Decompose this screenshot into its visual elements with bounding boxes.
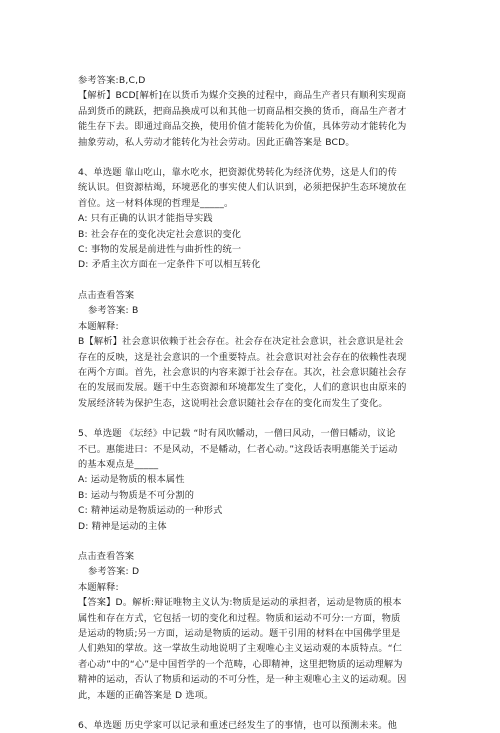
q5-option-a: A: 运动是物质的根本属性 (78, 474, 185, 486)
q4-analysis-line: 在两个方面。首先，社会意识的内容来源于社会存在。其次，社会意识随社会存 (78, 366, 407, 378)
q5-analysis-line: 人们熟知的掌故。这一掌故生动地说明了主观唯心主义运动观的本质特点。“仁 (78, 643, 403, 655)
q5-analysis-line: 精神的运动，否认了物质和运动的不可分性，是一种主观唯心主义的运动观。因 (78, 674, 407, 686)
q4-stem-line: 统认识。但资源枯竭，环境恶化的事实使人们认识到，必须把保护生态环境放在 (78, 182, 407, 194)
q5-answer: 参考答案: D (88, 566, 140, 578)
q4-analysis-line: B【解析】社会意识依赖于社会存在。社会存在决定社会意识，社会意识是社会 (78, 336, 404, 348)
q5-analysis-line: 属性和存在方式，它包括一切的变化和过程。物质和运动不可分:一方面，物质 (78, 612, 401, 624)
q5-stem-line: 5、单选题 《坛经》中记载 “时有风吹幡动，一僧曰风动，一僧曰幡动，议论 (78, 428, 396, 440)
q5-analysis-title: 本题解释: (78, 581, 119, 593)
document-page (78, 73, 430, 733)
q4-analysis-line: 在的发展而发展。题干中生态资源和环境都发生了变化，人们的意识也由原来的 (78, 382, 407, 394)
q4-analysis-title: 本题解释: (78, 320, 119, 332)
q5-analysis-line: 此，本题的正确答案是 D 选项。 (78, 689, 214, 701)
q3-explanation-line: 抽象劳动，私人劳动才能转化为社会劳动。因此正确答案是 BCD。 (78, 136, 355, 148)
q3-answer: 参考答案:B,C,D (78, 75, 146, 86)
q3-explanation-line: 【解析】BCD[解析]在以货币为媒介交换的过程中，商品生产者只有顺利实现商 (78, 90, 407, 102)
q4-option-c: C: 事物的发展是前进性与曲折性的统一 (78, 244, 242, 256)
q5-stem-line: 的基本观点是_____ (78, 458, 159, 470)
q3-explanation-line: 品到货币的跳跃，把商品换成可以和其他一切商品相交换的货币，商品生产者才 (78, 105, 407, 117)
q6-stem-line: 6、单选题 历史学家可以记录和重述已经发生了的事情，也可以预测未来。他 (78, 720, 397, 732)
q4-analysis-line: 存在的反映，这是社会意识的一个重要特点。社会意识对社会存在的依赖性表现 (78, 351, 407, 363)
q5-analysis-line: 是运动的物质;另一方面，运动是物质的运动。题干引用的材料在中国佛学里是 (78, 628, 401, 639)
q5-analysis-line: 者心动”中的“心”是中国哲学的一个范畴，心即精神，这里把物质的运动理解为 (78, 658, 403, 670)
q4-stem-line: 4、单选题 靠山吃山，靠水吃水，把资源优势转化为经济优势，这是人们的传 (78, 167, 397, 179)
q5-stem-line: 不已。惠能进曰：不是风动，不是幡动，仁者心动。”这段话表明惠能关于运动 (78, 443, 398, 455)
q4-answer: 参考答案: B (88, 305, 139, 317)
q5-option-c: C: 精神运动是物质运动的一种形式 (78, 505, 223, 517)
q5-view-answer-link[interactable]: 点击查看答案 (78, 550, 135, 562)
q4-option-d: D: 矛盾主次方面在一定条件下可以相互转化 (78, 259, 261, 271)
q4-option-a: A: 只有正确的认识才能指导实践 (78, 213, 213, 225)
q4-analysis-line: 发展经济转为保护生态，这说明社会意识随社会存在的变化而发生了变化。 (78, 397, 388, 409)
q5-analysis-line: 【答案】D。解析:辩证唯物主义认为:物质是运动的承担者，运动是物质的根本 (78, 597, 402, 609)
q4-view-answer-link[interactable]: 点击查看答案 (78, 289, 135, 301)
q3-explanation-line: 能生存下去。即通过商品交换，使用价值才能转化为价值，具体劳动才能转化为 (78, 121, 407, 133)
q4-option-b: B: 社会存在的变化决定社会意识的变化 (78, 228, 242, 240)
q5-option-d: D: 精神是运动的主体 (78, 520, 167, 532)
q5-option-b: B: 运动与物质是不可分割的 (78, 489, 195, 501)
q4-stem-line: 首位。这一材料体现的哲理是_____。 (78, 197, 234, 209)
